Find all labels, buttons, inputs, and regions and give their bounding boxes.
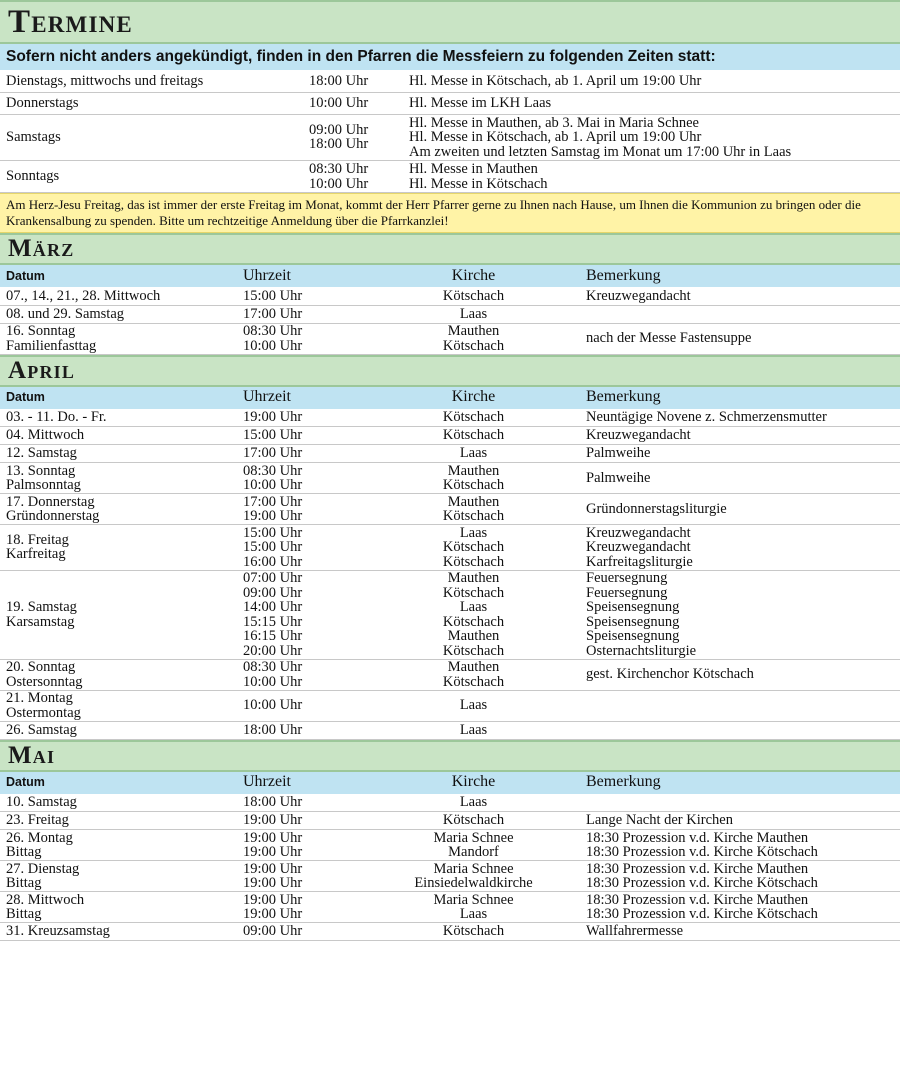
maerz-header (0, 265, 900, 287)
event-row (0, 721, 900, 739)
schedule-day: Sonntags (0, 161, 303, 193)
event-note: Kreuzwegandacht (580, 427, 900, 445)
event-row (0, 445, 900, 463)
event-time: 19:00 Uhr 19:00 Uhr (237, 892, 367, 923)
event-time: 08:30 Uhr 10:00 Uhr (237, 323, 367, 354)
mai-banner (0, 740, 900, 772)
event-note: Wallfahrermesse (580, 923, 900, 941)
event-time: 17:00 Uhr 19:00 Uhr (237, 494, 367, 525)
event-note: gest. Kirchenchor Kötschach (580, 659, 900, 690)
event-time: 08:30 Uhr 10:00 Uhr (237, 659, 367, 690)
event-church: Laas (367, 305, 580, 323)
col-bemerkung: Bemerkung (586, 266, 661, 284)
event-church: Laas (367, 721, 580, 739)
schedule-text: Hl. Messe in Mauthen, ab 3. Mai in Maria Schnee Hl. Messe in Kötschach, ab 1. April um 19:00 Uhr Am zweiten und letzten Samstag im Monat um 17:00 Uhr in Laas (403, 114, 900, 161)
event-note: Feuersegnung Feuersegnung Speisensegnung Speisensegnung Speisensegnung Osternachtsliturgie (580, 570, 900, 659)
event-date: 28. Mittwoch Bittag (0, 892, 237, 923)
event-row (0, 525, 900, 571)
event-note: 18:30 Prozession v.d. Kirche Mauthen 18:30 Prozession v.d. Kirche Kötschach (580, 892, 900, 923)
event-row (0, 570, 900, 659)
termine-banner (0, 0, 900, 44)
herz-jesu-notice: Am Herz-Jesu Freitag, das ist immer der erste Freitag im Monat, kommt der Herr Pfarrer gerne zu Ihnen nach Hause, um Ihnen die Kommunion zu bringen oder die Krankensalbung zu spenden. Bitte um rechtzeitige Anmeldung über die Pfarrkanzlei! (0, 193, 900, 233)
event-church: Kötschach (367, 287, 580, 305)
event-date: 20. Sonntag Ostersonntag (0, 659, 237, 690)
col-datum: Datum (6, 390, 45, 405)
event-row (0, 427, 900, 445)
event-date: 04. Mittwoch (0, 427, 237, 445)
event-note: Gründonnerstagsliturgie (580, 494, 900, 525)
event-church: Maria Schnee Laas (367, 892, 580, 923)
event-church: Kötschach (367, 427, 580, 445)
event-note: Palmweihe (580, 463, 900, 494)
mai-title: Mai (8, 741, 56, 769)
maerz-table (0, 265, 900, 355)
event-church: Laas (367, 445, 580, 463)
event-date: 12. Samstag (0, 445, 237, 463)
mai-table (0, 772, 900, 942)
event-note (580, 690, 900, 721)
event-note: 18:30 Prozession v.d. Kirche Mauthen 18:30 Prozession v.d. Kirche Kötschach (580, 861, 900, 892)
event-time: 19:00 Uhr (237, 812, 367, 830)
event-date: 31. Kreuzsamstag (0, 923, 237, 941)
schedule-row (0, 114, 900, 161)
maerz-body (0, 287, 900, 354)
col-uhrzeit: Uhrzeit (243, 773, 291, 791)
event-time: 10:00 Uhr (237, 690, 367, 721)
schedule-body (0, 70, 900, 193)
event-church: Mauthen Kötschach (367, 494, 580, 525)
event-time: 19:00 Uhr 19:00 Uhr (237, 830, 367, 861)
schedule-row (0, 161, 900, 193)
event-time: 19:00 Uhr (237, 409, 367, 427)
event-church: Laas (367, 794, 580, 812)
event-time: 15:00 Uhr (237, 427, 367, 445)
event-church: Kötschach (367, 812, 580, 830)
schedule-time: 10:00 Uhr (303, 92, 403, 114)
maerz-banner (0, 233, 900, 265)
event-row (0, 659, 900, 690)
event-note: nach der Messe Fastensuppe (580, 323, 900, 354)
event-note: Neuntägige Novene z. Schmerzensmutter (580, 409, 900, 427)
event-row (0, 812, 900, 830)
col-uhrzeit: Uhrzeit (243, 266, 291, 284)
event-time: 17:00 Uhr (237, 305, 367, 323)
event-time: 15:00 Uhr 15:00 Uhr 16:00 Uhr (237, 525, 367, 571)
mai-body (0, 794, 900, 941)
april-banner (0, 355, 900, 387)
event-row (0, 892, 900, 923)
event-date: 27. Dienstag Bittag (0, 861, 237, 892)
event-church: Maria Schnee Einsiedelwaldkirche (367, 861, 580, 892)
event-note (580, 721, 900, 739)
event-time: 18:00 Uhr (237, 721, 367, 739)
event-time: 17:00 Uhr (237, 445, 367, 463)
event-time: 08:30 Uhr 10:00 Uhr (237, 463, 367, 494)
event-date: 23. Freitag (0, 812, 237, 830)
event-row (0, 305, 900, 323)
event-row (0, 923, 900, 941)
event-date: 07., 14., 21., 28. Mittwoch (0, 287, 237, 305)
termine-title: Termine (8, 3, 133, 40)
termine-subtitle: Sofern nicht anders angekündigt, finden in den Pfarren die Messfeiern zu folgenden Zeiten statt: (0, 44, 900, 70)
april-title: April (8, 356, 76, 384)
event-note: Kreuzwegandacht Kreuzwegandacht Karfreitagsliturgie (580, 525, 900, 571)
event-church: Maria Schnee Mandorf (367, 830, 580, 861)
event-note: Lange Nacht der Kirchen (580, 812, 900, 830)
event-row (0, 287, 900, 305)
event-date: 19. Samstag Karsamstag (0, 570, 237, 659)
event-date: 08. und 29. Samstag (0, 305, 237, 323)
event-date: 26. Samstag (0, 721, 237, 739)
event-date: 17. Donnerstag Gründonnerstag (0, 494, 237, 525)
event-date: 13. Sonntag Palmsonntag (0, 463, 237, 494)
schedule-day: Samstags (0, 114, 303, 161)
schedule-time: 18:00 Uhr (303, 70, 403, 92)
event-row (0, 409, 900, 427)
event-row (0, 830, 900, 861)
schedule-table (0, 70, 900, 193)
event-note: 18:30 Prozession v.d. Kirche Mauthen 18:30 Prozession v.d. Kirche Kötschach (580, 830, 900, 861)
event-date: 16. Sonntag Familienfasttag (0, 323, 237, 354)
col-bemerkung: Bemerkung (586, 388, 661, 406)
mai-header (0, 772, 900, 794)
event-church: Kötschach (367, 409, 580, 427)
event-row (0, 463, 900, 494)
col-bemerkung: Bemerkung (586, 773, 661, 791)
schedule-row (0, 92, 900, 114)
schedule-text: Hl. Messe im LKH Laas (403, 92, 900, 114)
event-time: 15:00 Uhr (237, 287, 367, 305)
event-church: Mauthen Kötschach (367, 659, 580, 690)
event-note (580, 794, 900, 812)
event-row (0, 794, 900, 812)
event-row (0, 323, 900, 354)
col-kirche: Kirche (451, 388, 496, 406)
event-time: 07:00 Uhr 09:00 Uhr 14:00 Uhr 15:15 Uhr 16:15 Uhr 20:00 Uhr (237, 570, 367, 659)
col-kirche: Kirche (451, 266, 496, 284)
col-uhrzeit: Uhrzeit (243, 388, 291, 406)
event-church: Mauthen Kötschach (367, 323, 580, 354)
schedule-text: Hl. Messe in Kötschach, ab 1. April um 19:00 Uhr (403, 70, 900, 92)
col-datum: Datum (6, 268, 45, 283)
event-row (0, 690, 900, 721)
event-date: 26. Montag Bittag (0, 830, 237, 861)
event-time: 09:00 Uhr (237, 923, 367, 941)
april-body (0, 409, 900, 740)
event-church: Laas Kötschach Kötschach (367, 525, 580, 571)
maerz-title: März (8, 235, 75, 262)
col-datum: Datum (6, 775, 45, 790)
event-time: 18:00 Uhr (237, 794, 367, 812)
schedule-day: Dienstags, mittwochs und freitags (0, 70, 303, 92)
schedule-row (0, 70, 900, 92)
event-church: Mauthen Kötschach (367, 463, 580, 494)
schedule-time: 09:00 Uhr 18:00 Uhr (303, 114, 403, 161)
event-row (0, 861, 900, 892)
event-church: Mauthen Kötschach Laas Kötschach Mauthen Kötschach (367, 570, 580, 659)
event-note: Kreuzwegandacht (580, 287, 900, 305)
schedule-time: 08:30 Uhr 10:00 Uhr (303, 161, 403, 193)
event-row (0, 494, 900, 525)
col-kirche: Kirche (451, 773, 496, 791)
april-header (0, 387, 900, 409)
event-date: 21. Montag Ostermontag (0, 690, 237, 721)
event-time: 19:00 Uhr 19:00 Uhr (237, 861, 367, 892)
event-church: Laas (367, 690, 580, 721)
event-church: Kötschach (367, 923, 580, 941)
april-table (0, 387, 900, 740)
event-note (580, 305, 900, 323)
event-note: Palmweihe (580, 445, 900, 463)
event-date: 10. Samstag (0, 794, 237, 812)
event-date: 03. - 11. Do. - Fr. (0, 409, 237, 427)
event-date: 18. Freitag Karfreitag (0, 525, 237, 571)
schedule-day: Donnerstags (0, 92, 303, 114)
schedule-text: Hl. Messe in Mauthen Hl. Messe in Kötschach (403, 161, 900, 193)
